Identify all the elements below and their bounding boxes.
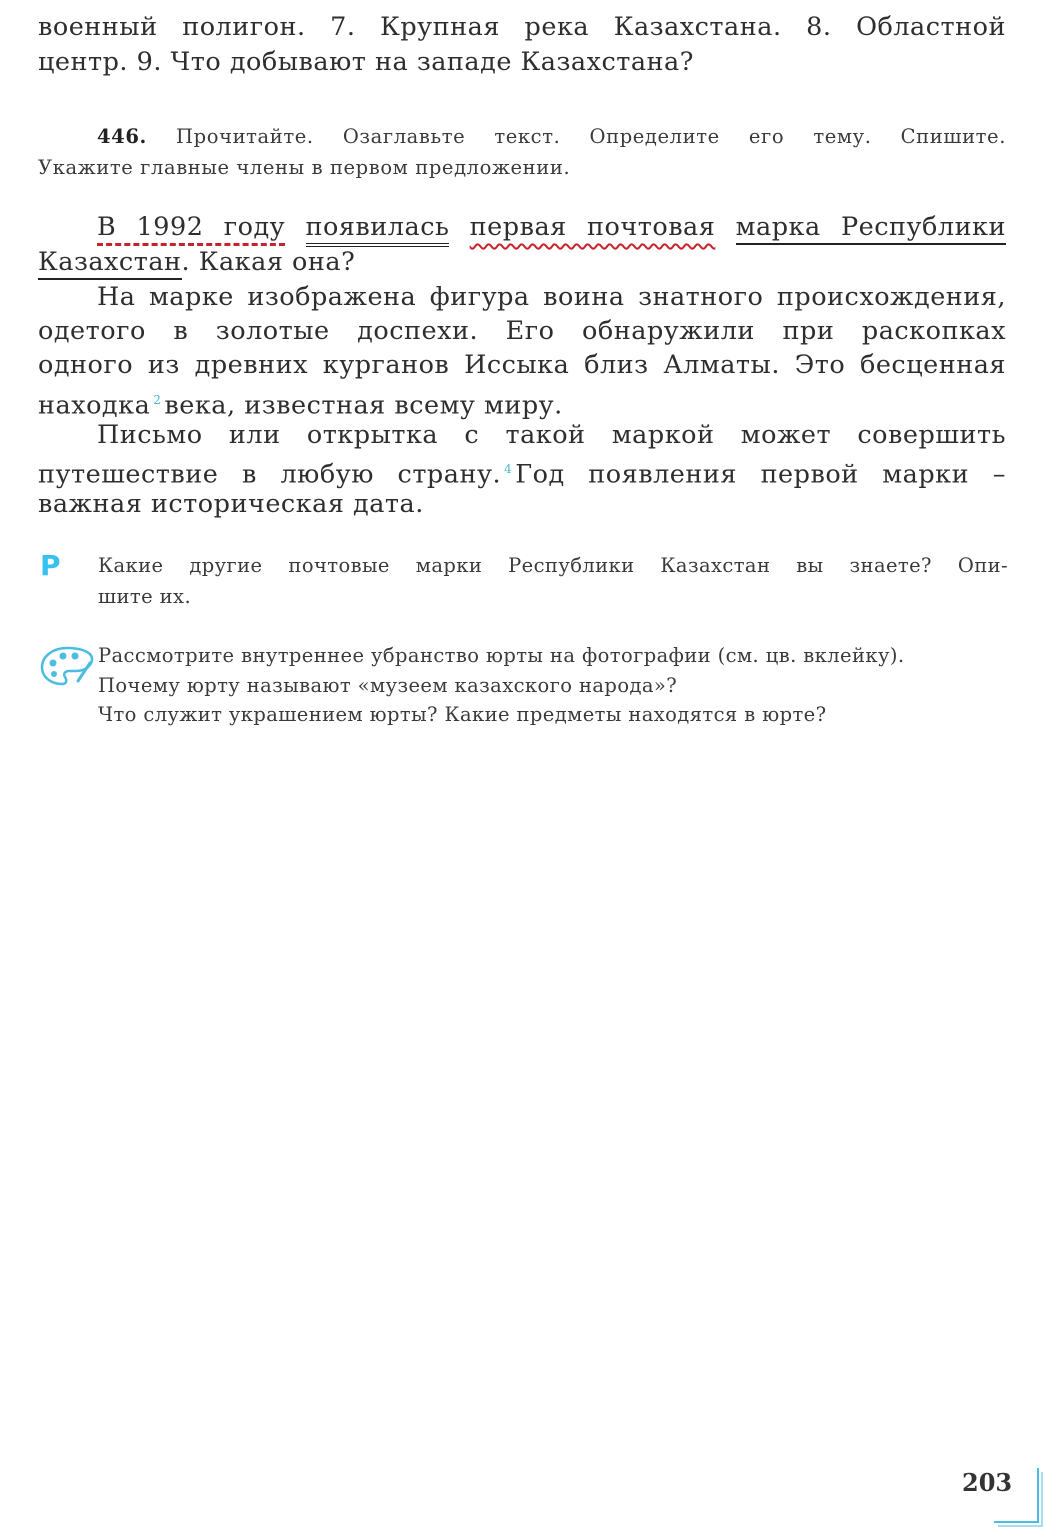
previous-text-line-1: военный полигон. 7. Крупная река Казахстана. 8. Областной [38,12,1006,42]
culture-task-line-1: Рассмотрите внутреннее убранство юрты на фотографии (см. цв. вклейку). [98,644,905,667]
paragraph-3-line-3: важная историческая дата. [38,489,424,519]
sentence-1-line-2: Казахстан. Какая она? [38,245,1006,280]
exercise-number: 446. [97,125,147,148]
exercise-instruction-line-1: 446. Прочитайте. Озаглавьте текст. Определите его тему. Спишите. [97,125,1006,148]
previous-text-line-2: центр. 9. Что добывают на западе Казахстана? [38,47,694,77]
footnote-mark: 2 [153,393,162,407]
adverbial-phrase: В 1992 году [97,212,285,246]
speech-task-line-1: Какие другие почтовые марки Республики Казахстан вы знаете? Опи- [98,554,1008,577]
paragraph-2-line-4: находка $^2$ века, известная всему миру. [38,390,563,421]
attribute-phrase: первая почтовая [469,212,716,242]
sentence-1-line-1 [97,210,1006,245]
palette-icon [40,645,94,687]
paragraph-2-line-3: одного из древних курганов Иссыка близ Алматы. Это бесценная [38,350,1006,380]
paragraph-2-line-2: одетого в золотые доспехи. Его обнаружили при раскопках [38,316,1006,346]
paragraph-3-line-2: путешествие в любую страну. $^4$ Год появления первой марки – [38,459,1006,490]
culture-task-line-3: Что служит украшением юрты? Какие предметы находятся в юрте? [98,703,827,726]
footnote-mark: 4 [504,462,513,476]
paragraph-2-line-1: На марке изображена фигура воина знатного происхождения, [97,282,1006,312]
speech-task-line-2: шите их. [98,585,192,608]
subject-phrase-a: марка Республики [736,212,1006,245]
page-corner-mark [994,1468,1044,1528]
culture-task-line-2: Почему юрту называют «музеем казахского народа»? [98,674,678,697]
letter-p-icon: Р [40,549,61,582]
page-number: 203 [962,1468,1013,1497]
subject-phrase-b: Казахстан [38,247,182,280]
predicate-word: появилась [306,212,450,247]
paragraph-3-line-1: Письмо или открытка с такой маркой может совершить [97,420,1006,450]
exercise-instruction-line-2: Укажите главные члены в первом предложении. [38,156,571,179]
